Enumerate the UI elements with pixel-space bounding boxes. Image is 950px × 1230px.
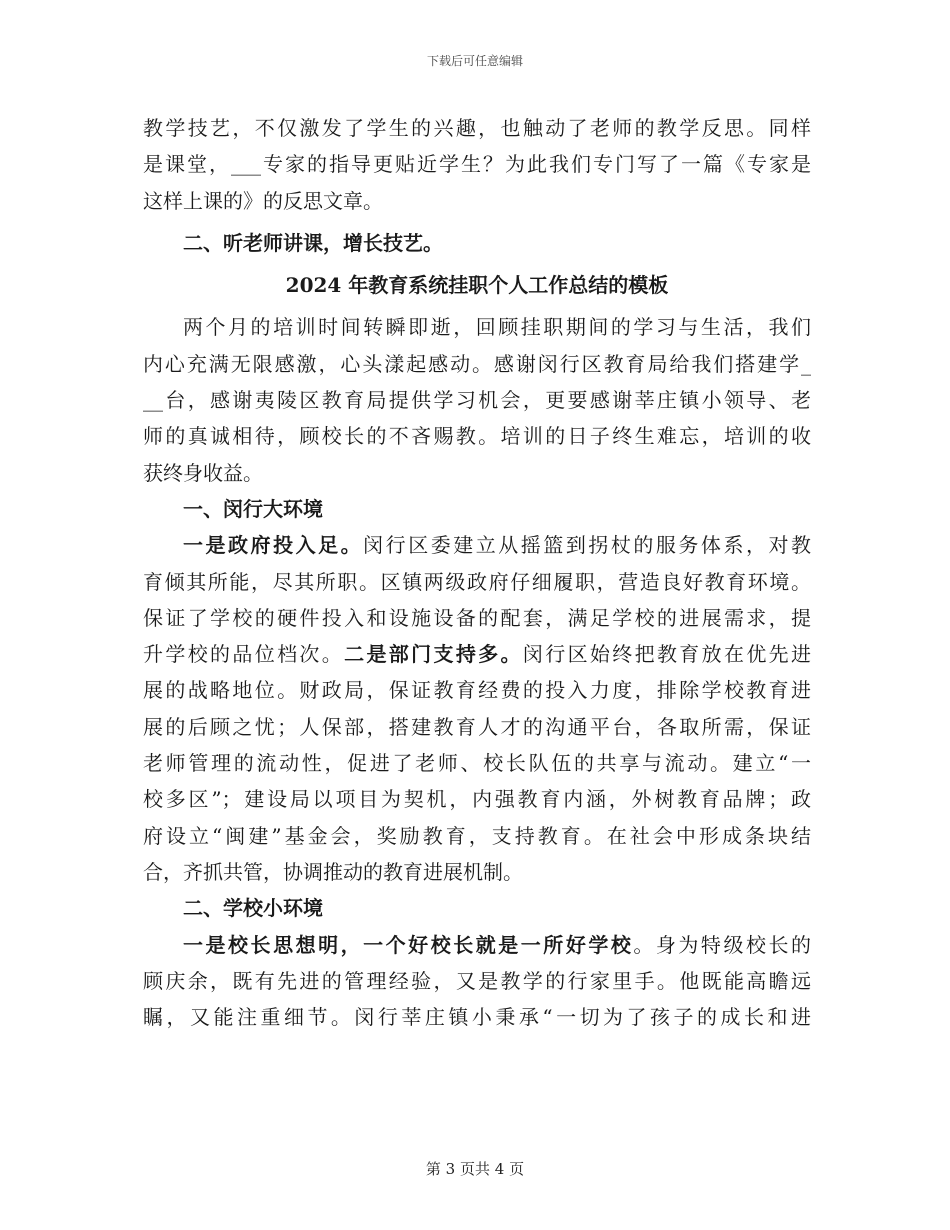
paragraph-line: 顾庆余，既有先进的管理经验，又是教学的行家里手。他既能高瞻远	[143, 968, 811, 993]
paragraph-text: 闵行区委建立从摇篮到拐杖的服务体系，对教	[363, 533, 812, 558]
paragraph-line: 师的真诚相待，顾校长的不吝赐教。培训的日子终生难忘，培训的收	[143, 424, 811, 449]
paragraph-text: 闵行区始终把教育放在优先进	[522, 642, 812, 667]
paragraph-line	[143, 927, 811, 963]
paragraph-line: 是课堂，___专家的指导更贴近学生？为此我们专门写了一篇《专家是	[143, 152, 811, 177]
document-title: 2024 年教育系统挂职个人工作总结的模板	[285, 273, 669, 298]
page-footer: 第 3 页共 4 页	[425, 1160, 525, 1178]
paragraph-line: 老师管理的流动性，促进了老师、校长队伍的共享与流动。建立“一	[143, 751, 811, 776]
section-heading: 一、闵行大环境	[183, 496, 323, 521]
paragraph-line: 校多区”；建设局以项目为契机，内强教育内涵，外树教育品牌；政	[143, 787, 811, 812]
paragraph-text: 升学校的品位档次。	[143, 642, 345, 667]
paragraph-line: 获终身收益。	[143, 460, 263, 485]
page-header: 下载后可任意编辑	[426, 54, 523, 68]
paragraph-line: 府设立“闽建”基金会，奖励教育，支持教育。在社会中形成条块结	[143, 823, 811, 848]
paragraph-line: 保证了学校的硬件投入和设施设备的配套，满足学校的进展需求，提	[143, 605, 811, 630]
section-heading: 二、听老师讲课，增长技艺。	[183, 230, 443, 255]
paragraph-line: 展的后顾之忧；人保部，搭建教育人才的沟通平台，各取所需，保证	[143, 714, 811, 739]
paragraph-line	[143, 527, 811, 563]
section-heading: 二、学校小环境	[183, 896, 323, 921]
paragraph-text: 。身为特级校长的	[633, 932, 812, 957]
paragraph-line: 两个月的培训时间转瞬即逝，回顾挂职期间的学习与生活，我们	[183, 315, 811, 340]
paragraph-line: 内心充满无限感激，心头漾起感动。感谢闵行区教育局给我们搭建学_	[143, 351, 811, 376]
paragraph-line: 合，齐抓共管，协调推动的教育进展机制。	[143, 859, 523, 884]
bold-lead: 二是部门支持多。	[344, 642, 523, 667]
paragraph-line: 瞩，又能注重细节。闵行莘庄镇小秉承“一切为了孩子的成长和进	[143, 1005, 811, 1030]
paragraph-line: 教学技艺，不仅激发了学生的兴趣，也触动了老师的教学反思。同样	[143, 116, 811, 140]
bold-lead: 一是校长思想明，一个好校长就是一所好学校	[183, 932, 634, 957]
document-body	[143, 110, 811, 1035]
paragraph-line: 展的战略地位。财政局，保证教育经费的投入力度，排除学校教育进	[143, 678, 811, 703]
paragraph-line	[143, 636, 811, 672]
paragraph-line: __台，感谢夷陵区教育局提供学习机会，更要感谢莘庄镇小领导、老	[143, 388, 811, 413]
paragraph-line: 这样上课的》的反思文章。	[143, 188, 383, 213]
bold-lead: 一是政府投入足。	[183, 533, 364, 558]
paragraph-line: 育倾其所能，尽其所职。区镇两级政府仔细履职，营造良好教育环境。	[143, 569, 811, 594]
